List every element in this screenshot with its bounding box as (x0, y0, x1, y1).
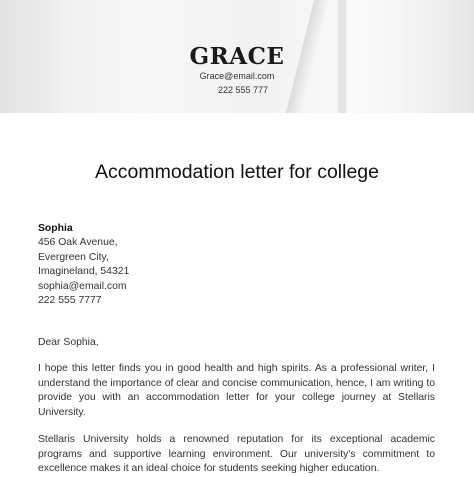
letterhead-banner (0, 0, 474, 113)
recipient-address-line: Evergreen City, (38, 251, 109, 263)
sender-phone: 222 555 777 (217, 85, 269, 95)
recipient-address-line: 456 Oak Avenue, (38, 237, 118, 249)
salutation: Dear Sophia, (38, 337, 99, 348)
recipient-block (38, 222, 129, 308)
body-paragraph: Stellaris University holds a renowned reputation for its exceptional academic programs and supportive learning environment. Our university's commitment to excellence makes it an ideal choice for students seeking higher education. (38, 434, 435, 475)
recipient-phone: 222 555 7777 (38, 295, 102, 307)
recipient-name: Sophia (38, 223, 73, 234)
recipient-email: sophia@email.com (38, 280, 127, 292)
body-paragraph: I hope this letter finds you in good health and high spirits. As a professional writer, I understand the importance of clear and concise communication, hence, I am writing to provide you with an accommodation letter for your college journey at Stellaris University. (38, 363, 435, 418)
sender-logo: GRACE (189, 43, 285, 70)
recipient-address-line: Imagineland, 54321 (38, 266, 130, 278)
letter-title: Accommodation letter for college (95, 161, 379, 183)
sender-email: Grace@email.com (199, 71, 275, 81)
